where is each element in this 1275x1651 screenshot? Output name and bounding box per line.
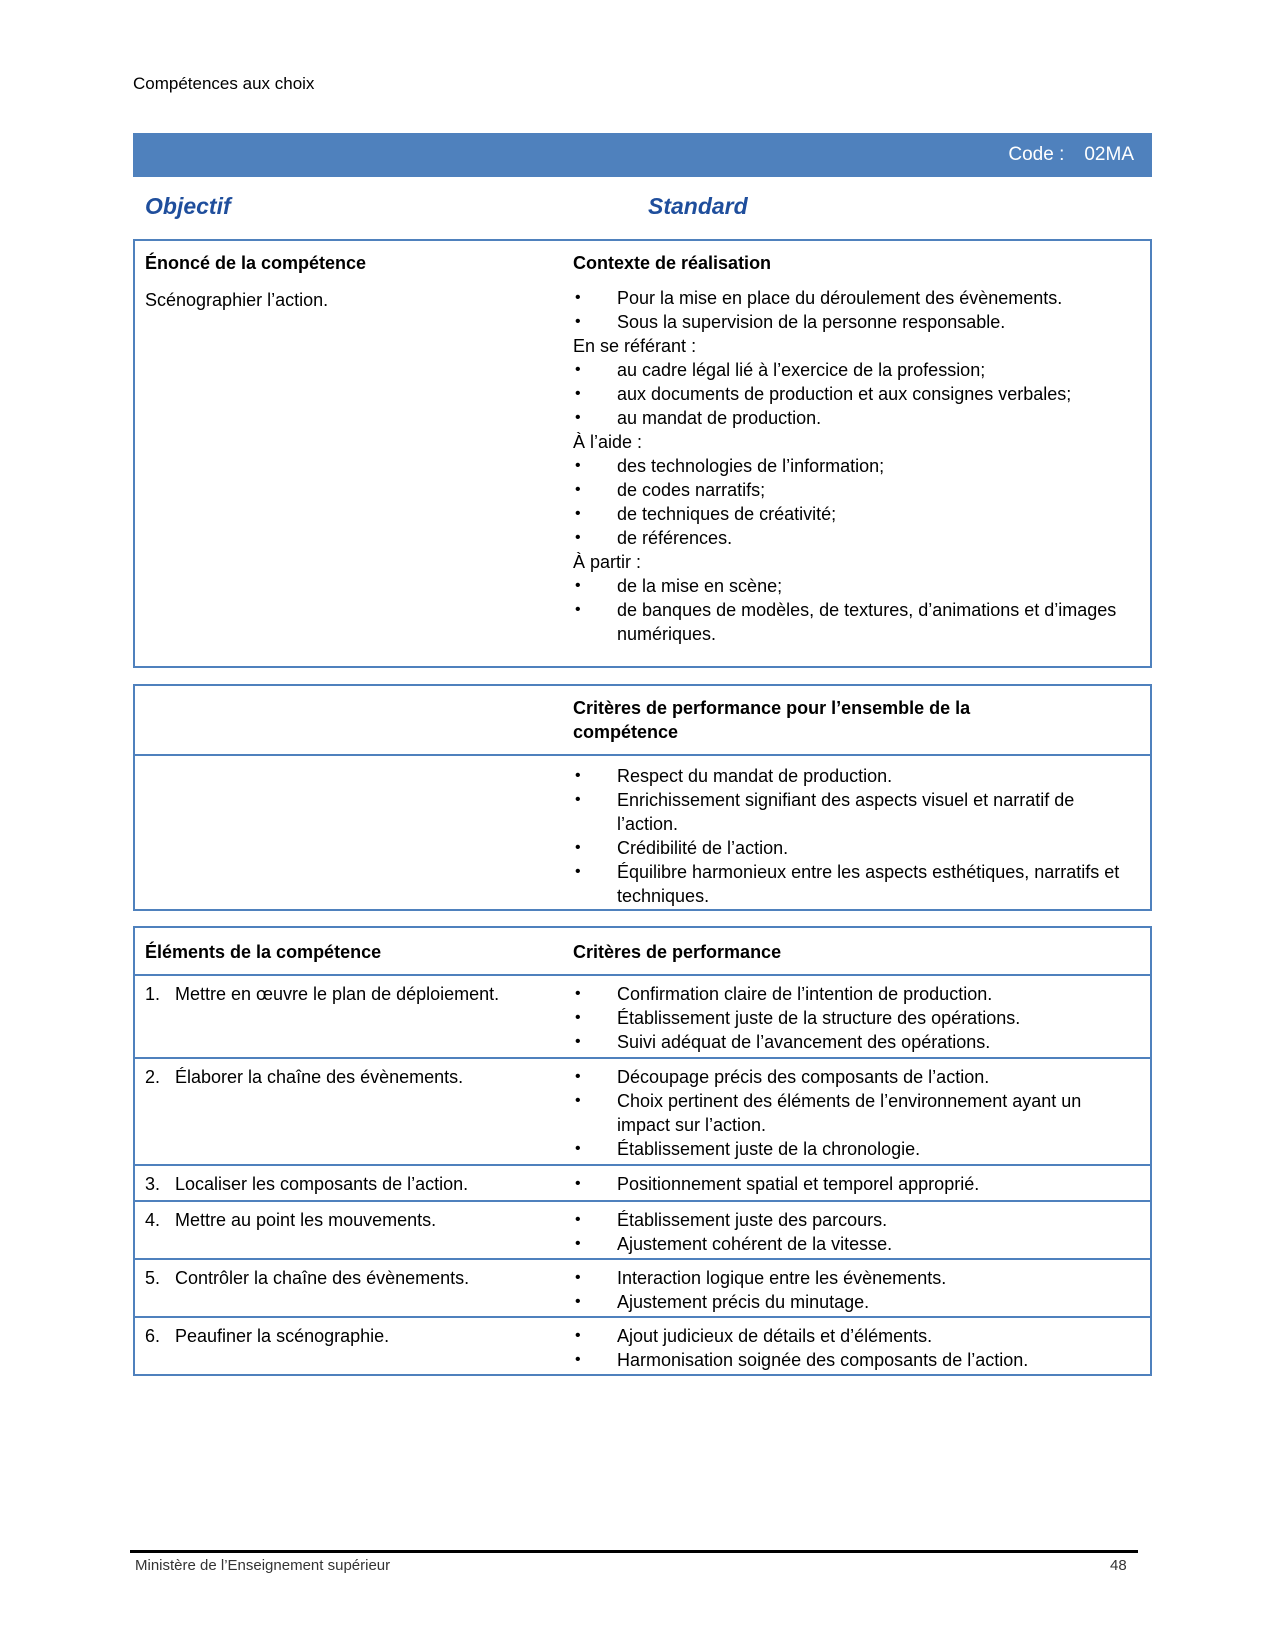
footer-ministry: Ministère de l’Enseignement supérieur: [135, 1557, 391, 1574]
list-item: • aux documents de production et aux consignes verbales;: [573, 382, 1138, 406]
global-criteria-header: Critères de performance pour l’ensemble de la compétence: [573, 698, 971, 742]
standard-heading: Standard: [648, 193, 748, 219]
list-item: • Établissement juste de la chronologie.: [573, 1137, 1138, 1161]
aid-label: À l’aide :: [573, 432, 643, 452]
context-list-3: [573, 454, 1138, 550]
list-item: • Ajout judicieux de détails et d’éléments.: [573, 1324, 1138, 1348]
list-item: • Établissement juste de la structure des opérations.: [573, 1006, 1138, 1030]
row-text: Peaufiner la scénographie.: [175, 1326, 390, 1346]
list-item: • Établissement juste des parcours.: [573, 1208, 1138, 1232]
objective-heading: Objectif: [145, 193, 231, 219]
list-item: • Enrichissement signifiant des aspects visuel et narratif de l’action.: [573, 788, 1138, 836]
row-text: Contrôler la chaîne des évènements.: [175, 1268, 470, 1288]
list-item: • Ajustement précis du minutage.: [573, 1290, 1138, 1314]
list-item: • de références.: [573, 526, 1138, 550]
competence-statement: Scénographier l’action.: [145, 290, 329, 310]
global-criteria-box: [133, 684, 1152, 911]
list-item: • Sous la supervision de la personne responsable.: [573, 310, 1138, 334]
elements-table: [133, 926, 1152, 1376]
code-label: Code :: [1008, 144, 1065, 165]
list-item: • de la mise en scène;: [573, 574, 1138, 598]
list-item: • Suivi adéquat de l’avancement des opérations.: [573, 1030, 1138, 1054]
global-criteria-list: [573, 764, 1138, 908]
list-item: • Choix pertinent des éléments de l’environnement ayant un impact sur l’action.: [573, 1089, 1138, 1137]
footer-divider: [130, 1550, 1138, 1553]
list-item: • Pour la mise en place du déroulement des évènements.: [573, 286, 1138, 310]
list-item: • de techniques de créativité;: [573, 502, 1138, 526]
list-item: • Respect du mandat de production.: [573, 764, 1138, 788]
context-list-4: [573, 574, 1138, 646]
context-list-1: [573, 286, 1138, 334]
context-header: Contexte de réalisation: [573, 253, 772, 273]
row-text: Élaborer la chaîne des évènements.: [175, 1067, 464, 1087]
list-item: • Confirmation claire de l’intention de production.: [573, 982, 1138, 1006]
page-number: 48: [1110, 1557, 1127, 1574]
list-item: • Ajustement cohérent de la vitesse.: [573, 1232, 1138, 1256]
list-item: • Crédibilité de l’action.: [573, 836, 1138, 860]
from-label: À partir :: [573, 552, 642, 572]
list-item: • au cadre légal lié à l’exercice de la profession;: [573, 358, 1138, 382]
row-number: 2.: [145, 1067, 161, 1087]
row-number: 3.: [145, 1174, 161, 1194]
list-item: • Équilibre harmonieux entre les aspects esthétiques, narratifs et techniques.: [573, 860, 1138, 908]
context-list-2: [573, 358, 1138, 430]
competence-statement-box: [133, 239, 1152, 668]
list-item: • au mandat de production.: [573, 406, 1138, 430]
row-number: 1.: [145, 984, 161, 1004]
list-item: • Harmonisation soignée des composants de l’action.: [573, 1348, 1138, 1372]
elements-header: Éléments de la compétence: [145, 942, 382, 962]
referring-label: En se référant :: [573, 336, 697, 356]
list-item: • de codes narratifs;: [573, 478, 1138, 502]
list-item: • des technologies de l’information;: [573, 454, 1138, 478]
row-text: Mettre en œuvre le plan de déploiement.: [175, 984, 500, 1004]
row-number: 5.: [145, 1268, 161, 1288]
code-value: 02MA: [1084, 144, 1134, 165]
list-item: • Découpage précis des composants de l’action.: [573, 1065, 1138, 1089]
list-item: • Interaction logique entre les évènements.: [573, 1266, 1138, 1290]
list-item: • de banques de modèles, de textures, d’animations et d’images numériques.: [573, 598, 1138, 646]
row-text: Mettre au point les mouvements.: [175, 1210, 437, 1230]
criteria-header: Critères de performance: [573, 942, 782, 962]
row-number: 4.: [145, 1210, 161, 1230]
list-item: • Positionnement spatial et temporel approprié.: [573, 1172, 1138, 1196]
row-number: 6.: [145, 1326, 161, 1346]
section-title: Compétences aux choix: [133, 74, 315, 93]
statement-header: Énoncé de la compétence: [145, 253, 367, 273]
code-bar: [133, 133, 1152, 177]
row-text: Localiser les composants de l’action.: [175, 1174, 469, 1194]
